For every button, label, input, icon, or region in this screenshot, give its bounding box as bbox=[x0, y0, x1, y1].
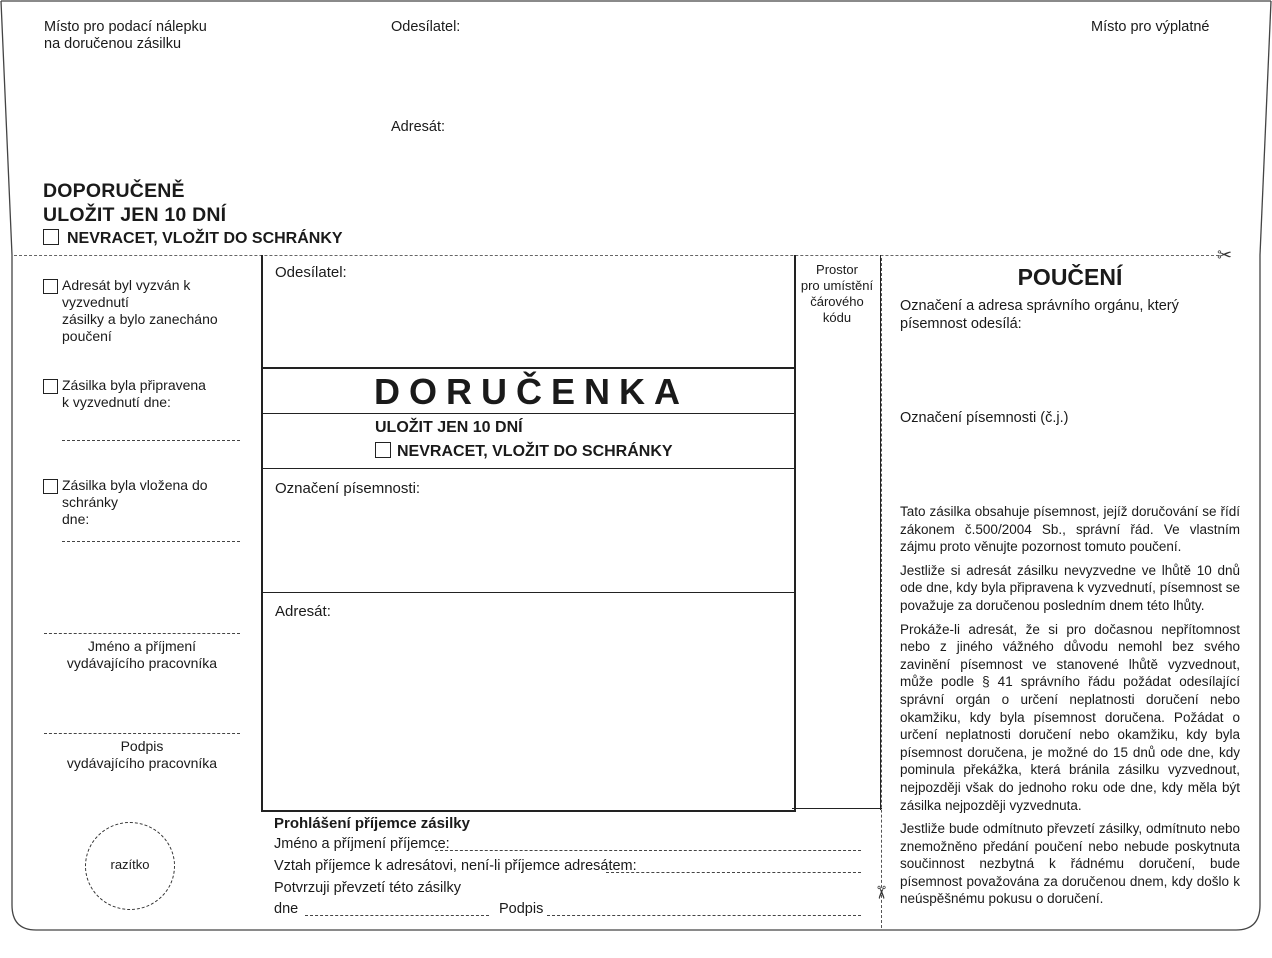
cut-line bbox=[881, 258, 882, 928]
declaration-date-line[interactable] bbox=[305, 915, 489, 916]
registered-title: DOPORUČENĚ bbox=[43, 180, 185, 202]
poucheni-heading: POUČENÍ bbox=[1017, 264, 1123, 290]
center-frame bbox=[261, 255, 796, 812]
worker-signature-line bbox=[44, 733, 240, 734]
no-return-label: NEVRACET, VLOŽIT DO SCHRÁNKY bbox=[67, 230, 343, 247]
declaration-date-label: dne bbox=[274, 901, 299, 917]
checkbox-icon[interactable] bbox=[43, 379, 58, 394]
center-no-return-label: NEVRACET, VLOŽIT DO SCHRÁNKY bbox=[397, 443, 673, 460]
prepared-date-line bbox=[62, 440, 240, 441]
declaration-signature-label: Podpis bbox=[499, 901, 544, 917]
store-days-title: ULOŽIT JEN 10 DNÍ bbox=[43, 204, 227, 226]
inserted-date-line bbox=[62, 541, 240, 542]
postage-place-label: Místo pro výplatné bbox=[1091, 19, 1210, 35]
scissors-icon: ✂ bbox=[871, 884, 892, 901]
checkbox-icon[interactable] bbox=[43, 229, 59, 245]
checkbox-icon[interactable] bbox=[43, 479, 58, 494]
recipient-band-top bbox=[261, 592, 794, 593]
worker-name-line bbox=[44, 633, 240, 634]
declaration-name-label: Jméno a příjmení příjemce: bbox=[274, 836, 450, 852]
declaration-heading: Prohlášení příjemce zásilky bbox=[274, 815, 470, 832]
no-return-row bbox=[43, 229, 343, 248]
inserted-label: Zásilka byla vložena do schránky dne: bbox=[62, 477, 208, 527]
top-sender-label: Odesílatel: bbox=[391, 19, 461, 35]
title-band-bottom bbox=[261, 468, 794, 469]
declaration-signature-line[interactable] bbox=[547, 915, 861, 916]
poucheni-text bbox=[900, 503, 1240, 914]
poucheni-paragraph-3: Prokáže-li adresát, že si pro dočasnou nepřítomnost nebo z jiného vážného důvodu nemohl bez svého zavinění písemnost ve stanovené lhůtě vyzvednout, může podle § 41 správního řádu požádat odesílající správní orgán o určení neplatnosti doručení nebo okamžiku, kdy byla písemnost doručena. Požádat o určení neplatnosti doručení nebo okamžiku, kdy byla písemnost doručena, je možné do 15 dnů ode dne, kdy pominula překážka, která bránila zásilku vyzvednout, nejpozději však do jednoho roku ode dne, kdy měla být zásilka nejpozději vyzvednuta. bbox=[900, 621, 1240, 813]
checkbox-icon[interactable] bbox=[375, 442, 391, 458]
dorucenka-title: DORUČENKA bbox=[374, 371, 689, 412]
stamp-label: razítko bbox=[110, 857, 150, 872]
doc-ref-label: Označení písemnosti (č.j.) bbox=[900, 410, 1069, 426]
scissors-icon: ✂ bbox=[1217, 245, 1233, 265]
checkbox-icon[interactable] bbox=[43, 279, 58, 294]
declaration-relation-line[interactable] bbox=[606, 872, 861, 873]
barcode-space-label: Prostor pro umístění čárového kódu bbox=[800, 262, 874, 325]
title-band-top bbox=[261, 367, 794, 369]
center-recipient-label: Adresát: bbox=[275, 603, 331, 620]
prepared-label: Zásilka byla připravena k vyzvednutí dne: bbox=[62, 377, 206, 410]
center-sender-label: Odesílatel: bbox=[275, 264, 347, 281]
sticker-place-label: Místo pro podací nálepku na doručenou zásilku bbox=[44, 19, 207, 52]
declaration-relation-label: Vztah příjemce k adresátovi, není-li příjemce adresátem: bbox=[274, 858, 637, 874]
doc-label: Označení písemnosti: bbox=[275, 480, 421, 497]
poucheni-paragraph-4: Jestliže bude odmítnuto převzetí zásilky, odmítnuto nebo znemožněno předání poučení nebo nebude poskytnuta součinnost nezbytná k řádnému doručení, bude písemnost považována za doručenou dnem, kdy došlo k neúspěšnému pokusu o doručení. bbox=[900, 821, 1240, 907]
authority-label: Označení a adresa správního orgánu, který písemnost odesílá: bbox=[900, 298, 1179, 332]
declaration-name-line[interactable] bbox=[435, 850, 861, 851]
worker-signature-label: Podpis vydávajícího pracovníka bbox=[66, 738, 218, 771]
worker-name-label: Jméno a příjmení vydávajícího pracovníka bbox=[66, 638, 218, 671]
top-recipient-label: Adresát: bbox=[391, 119, 445, 135]
center-store-days: ULOŽIT JEN 10 DNÍ bbox=[375, 419, 523, 436]
invited-label: Adresát byl vyzván k vyzvednutí zásilky a bylo zanecháno poučení bbox=[62, 277, 218, 344]
center-no-return-row bbox=[375, 442, 673, 461]
barcode-column bbox=[792, 255, 881, 810]
poucheni-paragraph-1: Tato zásilka obsahuje písemnost, jejíž doručování se řídí zákonem č.500/2004 Sb., správní řád. Ve vlastním zájmu proto věnujte pozornost tomuto poučení. bbox=[900, 504, 1240, 555]
title-band-mid bbox=[261, 413, 794, 414]
barcode-bottom-line bbox=[792, 808, 882, 809]
poucheni-paragraph-2: Jestliže si adresát zásilku nevyzvedne ve lhůtě 10 dnů ode dne, kdy byla připravena k vyzvednutí, písemnost se považuje za doručenou posledním dnem této lhůty. bbox=[900, 562, 1240, 613]
declaration-confirm: Potvrzuji převzetí této zásilky bbox=[274, 880, 461, 896]
